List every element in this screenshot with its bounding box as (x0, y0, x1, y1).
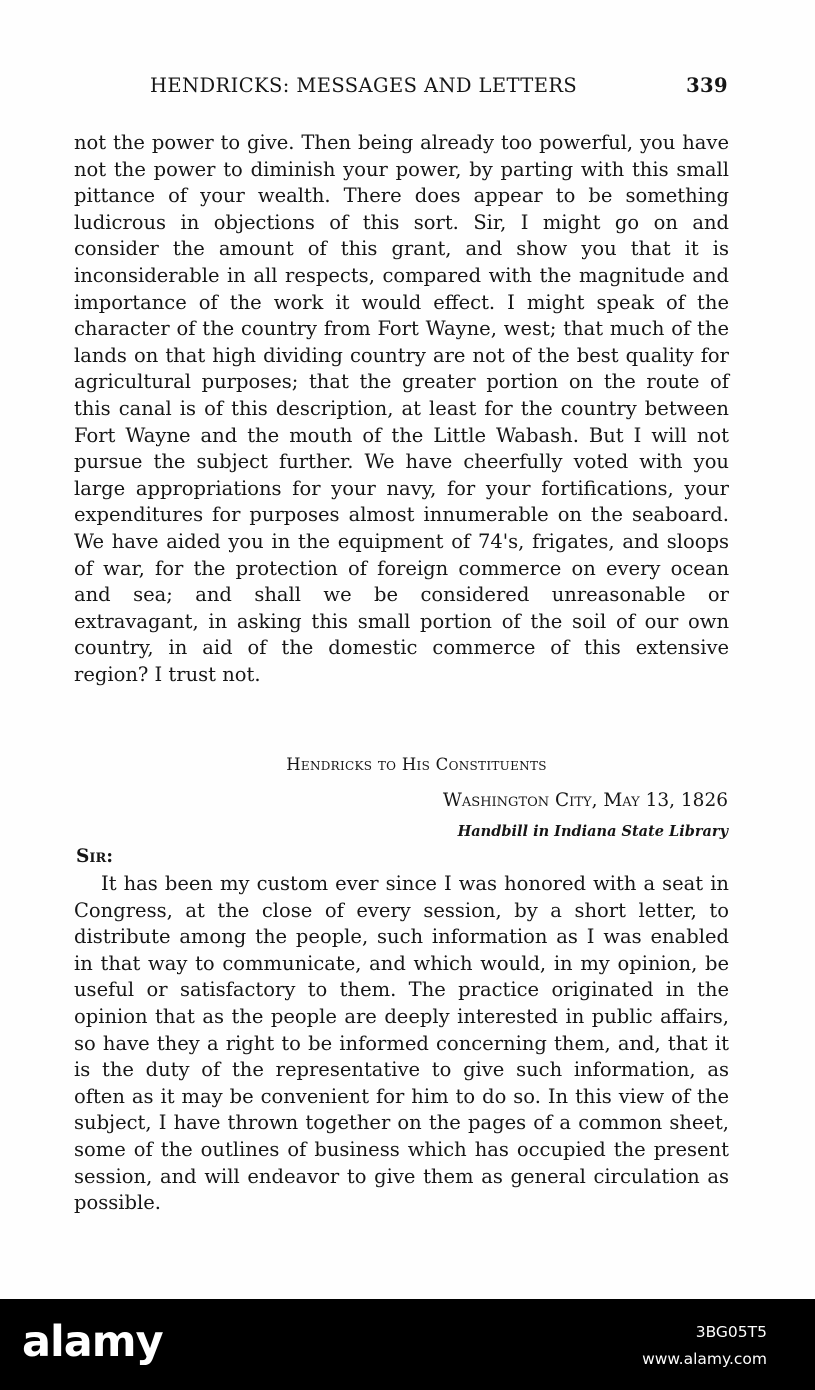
stock-watermark-bar (0, 1299, 815, 1390)
running-head (150, 74, 728, 104)
body-paragraph-letter: It has been my custom ever since I was honored with a seat in Congress, at the close of every session, by a short letter, to distribute among the people, such information as I was enabled in that way to communicate, and which would, in my opinion, be useful or satisfactory to them. The practice originated in the opinion that as the people are deeply interested in public affairs, so have they a right to be informed concerning them, and, that it is the duty of the representative to give such information, as often as it may be convenient for him to do so. In this view of the subject, I have thrown together on the pages of a common sheet, some of the outlines of business which has occupied the present session, and will endeavor to give them as general circulation as possible. (74, 872, 729, 1215)
site-url: www.alamy.com (642, 1350, 767, 1368)
source-note: Handbill in Indiana State Library (457, 823, 728, 840)
dateline: Washington City, May 13, 1826 (442, 790, 728, 811)
brand-logo: alamy (22, 1317, 163, 1367)
page-number: 339 (686, 74, 728, 97)
salutation: Sir: (76, 846, 114, 867)
running-head-title: HENDRICKS: MESSAGES AND LETTERS (150, 74, 578, 97)
section-heading: Hendricks to His Constituents (286, 755, 547, 774)
image-id: 3BG05T5 (695, 1323, 767, 1341)
body-paragraph-speech: not the power to give. Then being already too powerful, you have not the power to diminish your power, by parting with this small pittance of your wealth. There does appear to be something ludicrous in objections of this sort. Sir, I might go on and consider the amount of this grant, and show you that it is inconsiderable in all respects, compared with the magnitude and importance of the work it would effect. I might speak of the character of the country from Fort Wayne, west; that much of the lands on that high dividing country are not of the best quality for agricultural purposes; that the greater portion on the route of this canal is of this description, at least for the country between Fort Wayne and the mouth of the Little Wabash. But I will not pursue the subject further. We have cheerfully voted with you large appropriations for your navy, for your fortifications, your expenditures for purposes almost innumerable on the seaboard. We have aided you in the equipment of 74's, frigates, and sloops of war, for the protection of foreign commerce on every ocean and sea; and shall we be considered unreasonable or extravagant, in asking this small portion of the soil of our own country, in aid of the domestic commerce of this extensive region? I trust not. (74, 131, 729, 686)
